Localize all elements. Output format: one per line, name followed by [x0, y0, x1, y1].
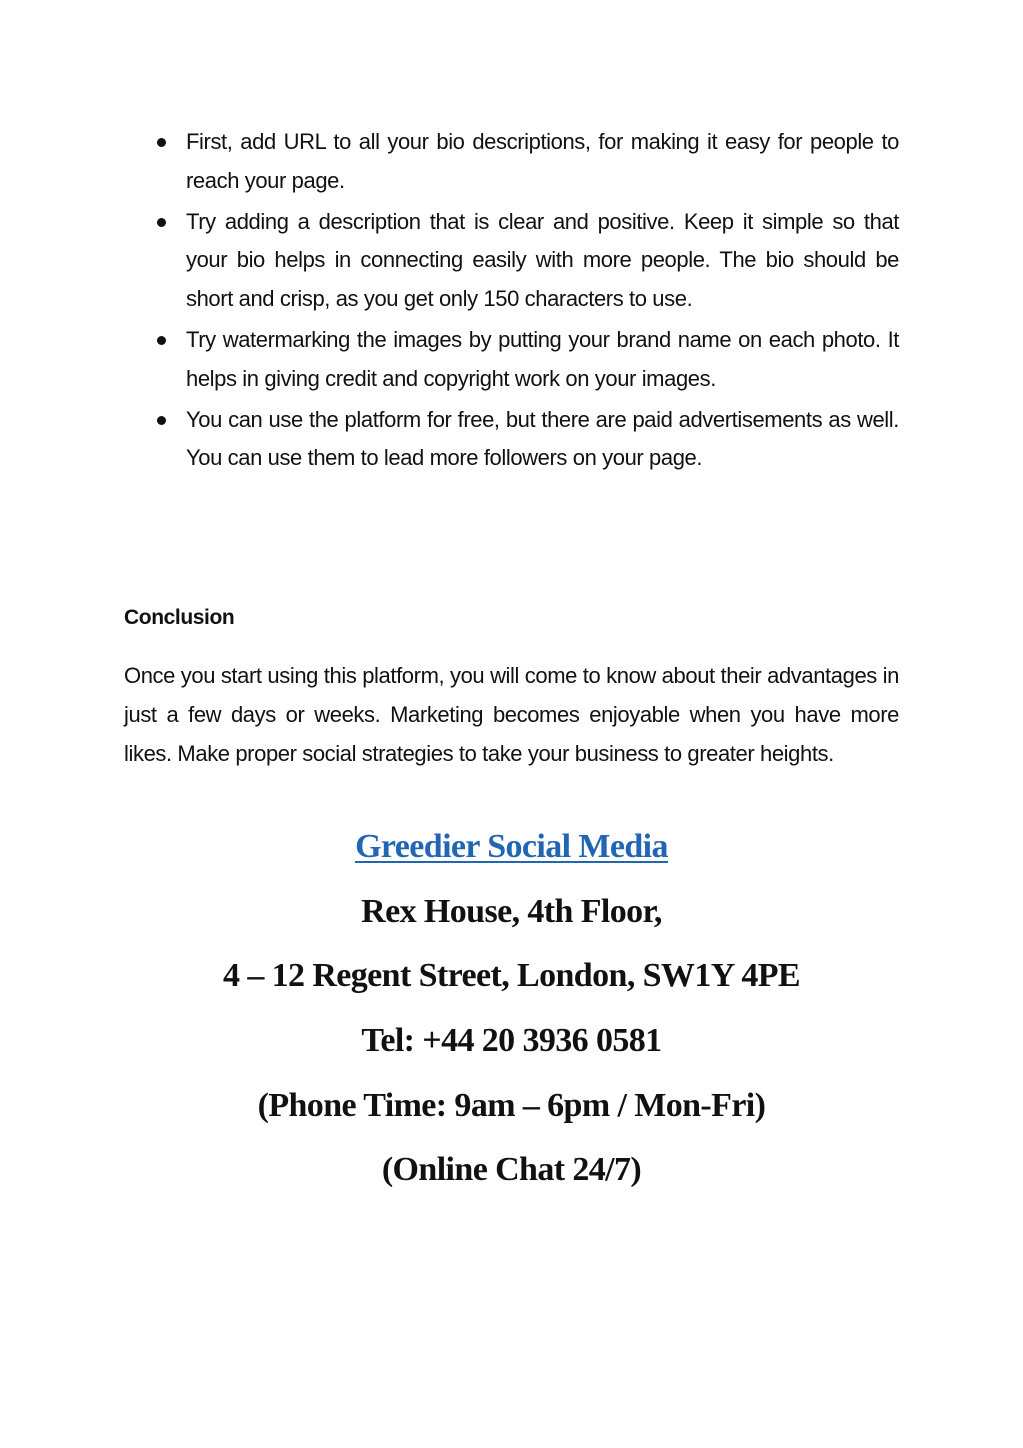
bullet-text: Try adding a description that is clear and positive. Keep it simple so that your bio helps in connecting easily with more people. The bio should be short and crisp, as you get only 150 characters to use.	[186, 208, 899, 312]
bullet-text: First, add URL to all your bio descriptions, for making it easy for people to reach your page.	[186, 129, 899, 193]
company-name-link[interactable]: Greedier Social Media	[355, 828, 668, 865]
bullet-text: You can use the platform for free, but there are paid advertisements as well. You can use them to lead more followers on your page.	[186, 406, 899, 471]
bullet-dot-icon	[157, 336, 166, 345]
address-line-2: 4 – 12 Regent Street, London, SW1Y 4PE	[223, 957, 800, 994]
bullet-dot-icon	[157, 218, 166, 227]
bullet-item	[124, 203, 899, 319]
bullet-dot-icon	[157, 138, 166, 147]
address-line-1: Rex House, 4th Floor,	[361, 893, 662, 930]
conclusion-heading: Conclusion	[124, 606, 235, 629]
conclusion-paragraph: Once you start using this platform, you will come to know about their advantages in just a few days or weeks. Marketing becomes enjoyable when you have more likes. Make proper social strategies to take your business to greater heights.	[124, 663, 899, 766]
tips-bullet-list	[124, 123, 899, 480]
bullet-dot-icon	[157, 416, 166, 425]
phone-hours: (Phone Time: 9am – 6pm / Mon-Fri)	[257, 1087, 766, 1124]
bullet-item	[124, 123, 899, 201]
bullet-item	[124, 401, 899, 479]
bullet-text: Try watermarking the images by putting your brand name on each photo. It helps in giving credit and copyright work on your images.	[186, 326, 899, 391]
telephone-number: Tel: +44 20 3936 0581	[361, 1022, 662, 1059]
bullet-item	[124, 321, 899, 399]
online-chat-hours: (Online Chat 24/7)	[381, 1151, 642, 1188]
